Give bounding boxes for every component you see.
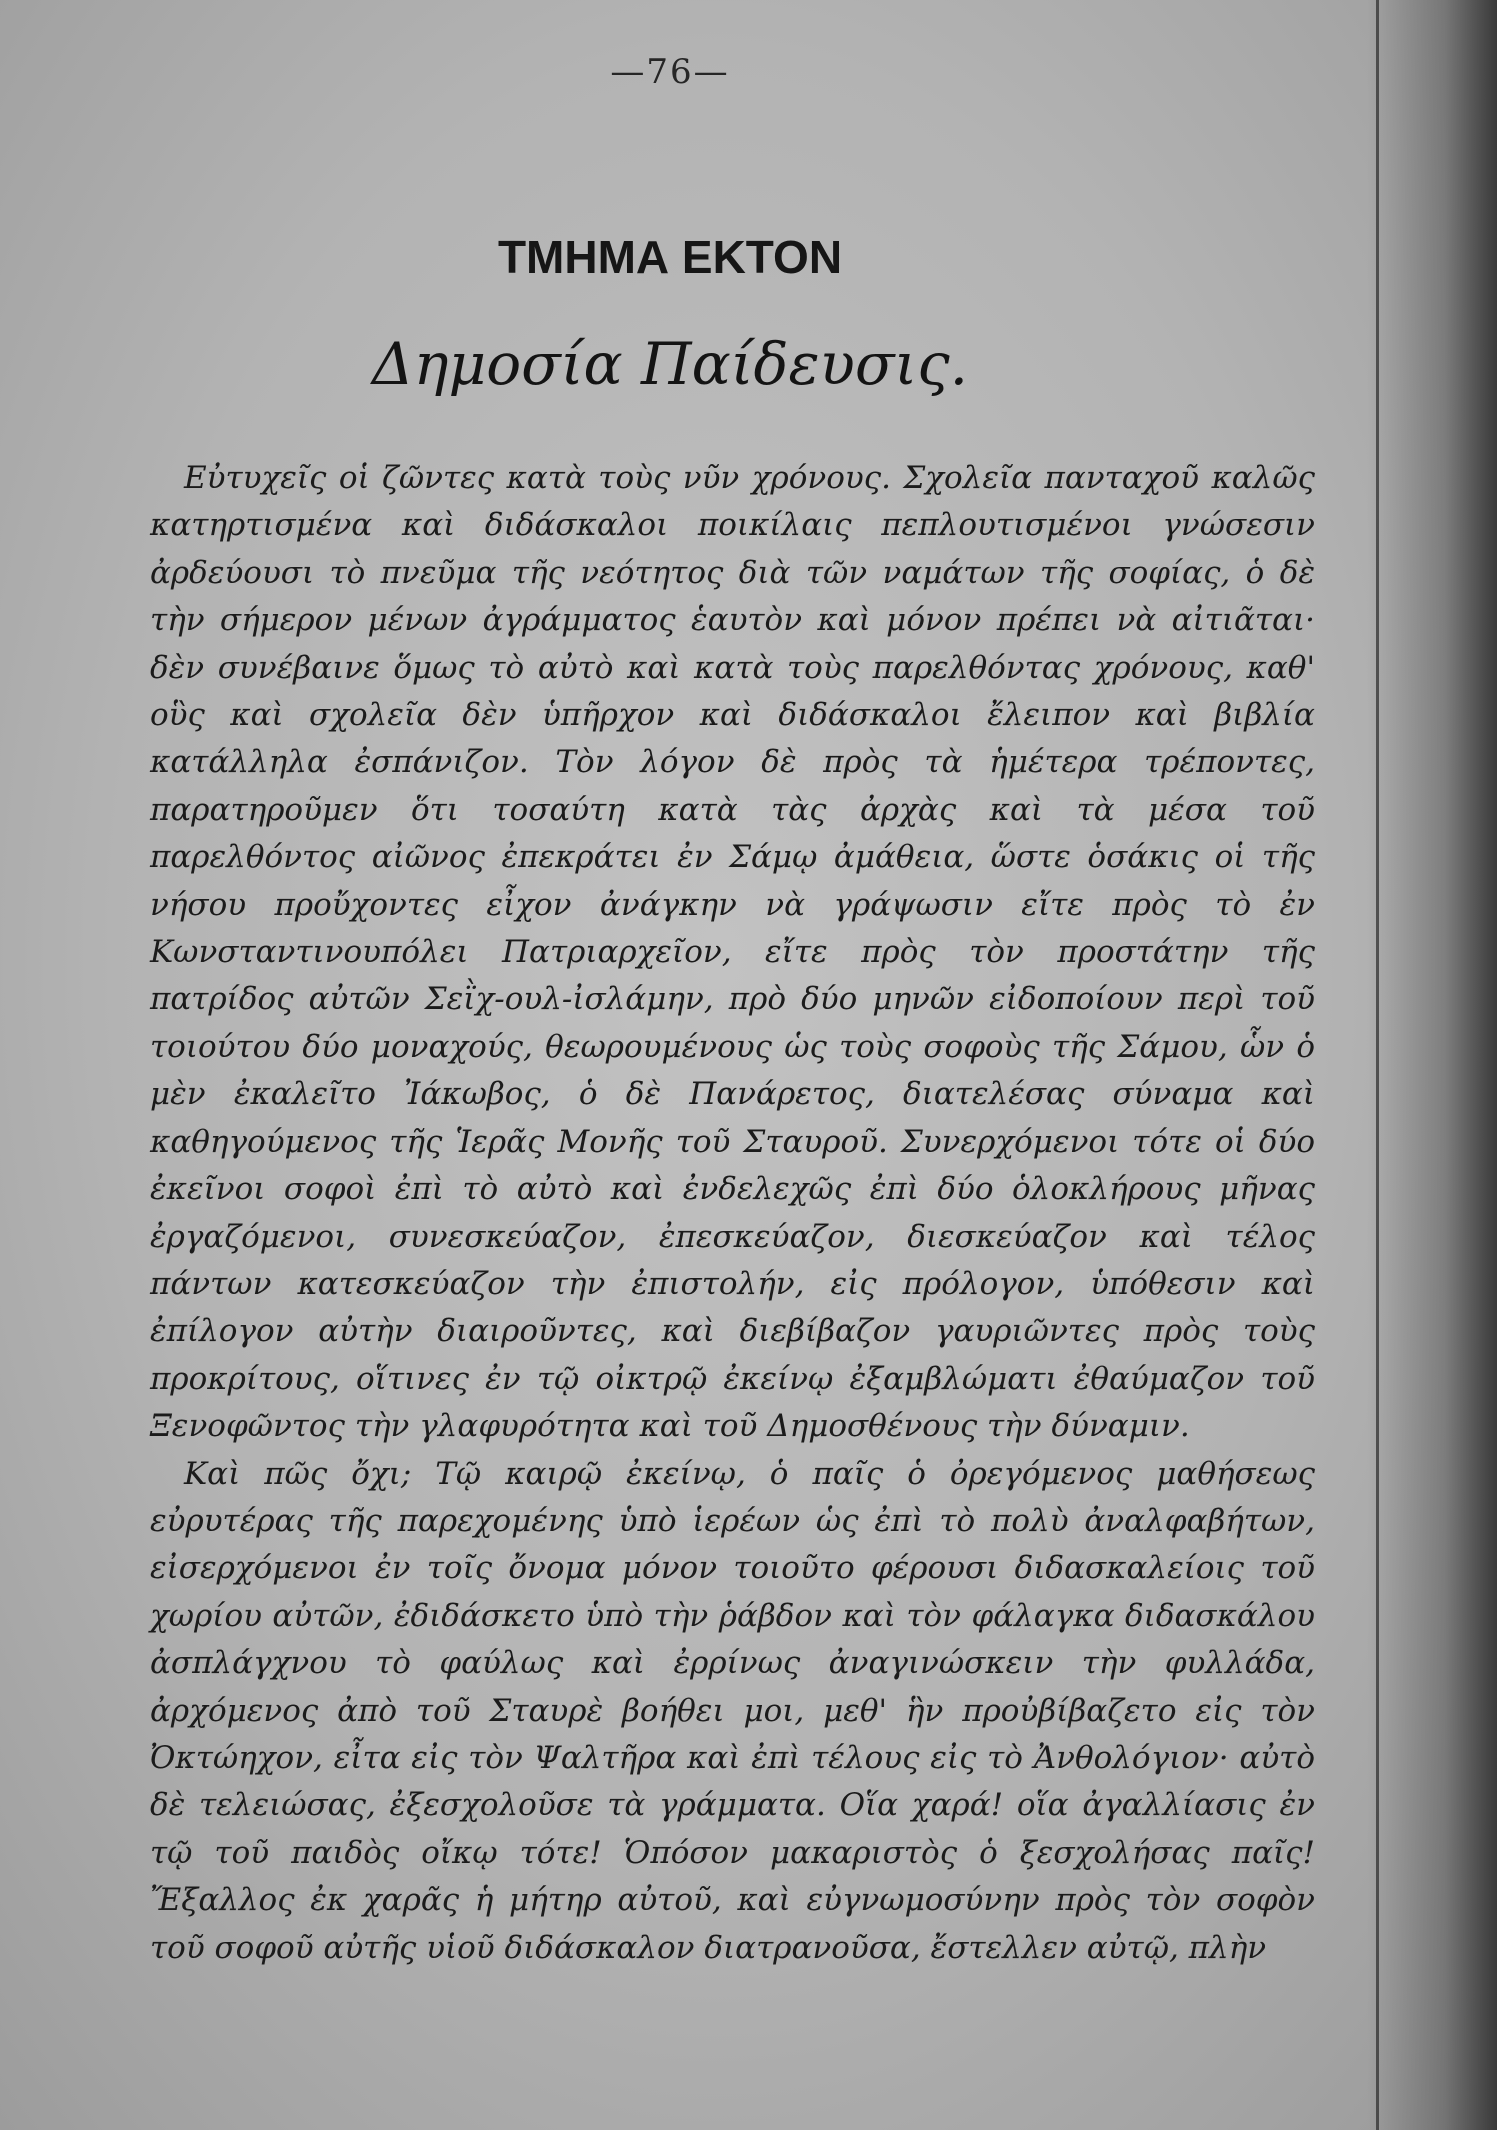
- paragraph: Εὐτυχεῖς οἱ ζῶντες κατὰ τοὺς νῦν χρόνους. Σχολεῖα πανταχοῦ καλῶς κατηρτισμένα καὶ διδάσκαλοι ποικίλαις πεπλουτισμένοι γνώσεσιν ἀρδεύουσι τὸ πνεῦμα τῆς νεότητος διὰ τῶν ναμάτων τῆς σοφίας, ὁ δὲ τὴν σήμερον μένων ἀγράμματος ἑαυτὸν καὶ μόνον πρέπει νὰ αἰτιᾶται· δὲν συνέβαινε ὅμως τὸ αὐτὸ καὶ κατὰ τοὺς παρελθόντας χρόνους, καθ' οὓς καὶ σχολεῖα δὲν ὑπῆρχον καὶ διδάσκαλοι ἔλειπον καὶ βιβλία κατάλληλα ἐσπάνιζον. Τὸν λόγον δὲ πρὸς τὰ ἡμέτερα τρέποντες, παρατηροῦμεν ὅτι τοσαύτη κατὰ τὰς ἀρχὰς καὶ τὰ μέσα τοῦ παρελθόντος αἰῶνος ἐπεκράτει ἐν Σάμῳ ἀμάθεια, ὥστε ὁσάκις οἱ τῆς νήσου προὔχοντες εἶχον ἀνάγκην νὰ γράψωσιν εἴτε πρὸς τὸ ἐν Κωνσταντινουπόλει Πατριαρχεῖον, εἴτε πρὸς τὸν προστάτην τῆς πατρίδος αὐτῶν Σεῒχ-ουλ-ἰσλάμην, πρὸ δύο μηνῶν εἰδοποίουν περὶ τοῦ τοιούτου δύο μοναχούς, θεωρουμένους ὡς τοὺς σοφοὺς τῆς Σάμου, ὧν ὁ μὲν ἐκαλεῖτο Ἰάκωβος, ὁ δὲ Πανάρετος, διατελέσας σύναμα καὶ καθηγούμενος τῆς Ἱερᾶς Μονῆς τοῦ Σταυροῦ. Συνερχόμενοι τότε οἱ δύο ἐκεῖνοι σοφοὶ ἐπὶ τὸ αὐτὸ καὶ ἐνδελεχῶς ἐπὶ δύο ὁλοκλήρους μῆνας ἐργαζόμενοι, συνεσκεύαζον, ἐπεσκεύαζον, διεσκεύαζον καὶ τέλος πάντων κατεσκεύαζον τὴν ἐπιστολήν, εἰς πρόλογον, ὑπόθεσιν καὶ ἐπίλογον αὐτὴν διαιροῦντες, καὶ διεβίβαζον γαυριῶντες πρὸς τοὺς προκρίτους, οἵτινες ἐν τῷ οἰκτρῷ ἐκείνῳ ἐξαμβλώματι ἐθαύμαζον τοῦ Ξενοφῶντος τὴν γλαφυρότητα καὶ τοῦ Δημοσθένους τὴν δύναμιν.: [150, 460, 1315, 1445]
- section-title: Δημοσία Παίδευσις.: [371, 330, 969, 398]
- page-edge-shadow: [1367, 0, 1497, 2130]
- body-text: [150, 455, 1315, 1972]
- section-heading: ΤΜΗΜΑ ΕΚΤΟΝ: [497, 231, 843, 283]
- page-number: —76—: [610, 52, 730, 92]
- binding-line: [1376, 0, 1379, 2130]
- paragraph: Καὶ πῶς ὄχι; Τῷ καιρῷ ἐκείνῳ, ὁ παῖς ὁ ὀρεγόμενος μαθήσεως εὐρυτέρας τῆς παρεχομένης ὑπὸ ἱερέων ὡς ἐπὶ τὸ πολὺ ἀναλφαβήτων, εἰσερχόμενοι ἐν τοῖς ὄνομα μόνον τοιοῦτο φέρουσι διδασκαλείοις τοῦ χωρίου αὐτῶν, ἐδιδάσκετο ὑπὸ τὴν ῥάβδον καὶ τὸν φάλαγκα διδασκάλου ἀσπλάγχνου τὸ φαύλως καὶ ἐρρίνως ἀναγινώσκειν τὴν φυλλάδα, ἀρχόμενος ἀπὸ τοῦ Σταυρὲ βοήθει μοι, μεθ' ἣν προὐβίβαζετο εἰς τὸν Ὀκτώηχον, εἶτα εἰς τὸν Ψαλτῆρα καὶ ἐπὶ τέλους εἰς τὸ Ἀνθολόγιον· αὐτὸ δὲ τελειώσας, ἐξεσχολοῦσε τὰ γράμματα. Οἵα χαρά! οἵα ἀγαλλίασις ἐν τῷ τοῦ παιδὸς οἴκῳ τότε! Ὁπόσον μακαριστὸς ὁ ξεσχολήσας παῖς! Ἔξαλλος ἐκ χαρᾶς ἡ μήτηρ αὐτοῦ, καὶ εὐγνωμοσύνην πρὸς τὸν σοφὸν τοῦ σοφοῦ αὐτῆς υἱοῦ διδάσκαλον διατρανοῦσα, ἔστελλεν αὐτῷ, πλὴν: [150, 1455, 1315, 1966]
